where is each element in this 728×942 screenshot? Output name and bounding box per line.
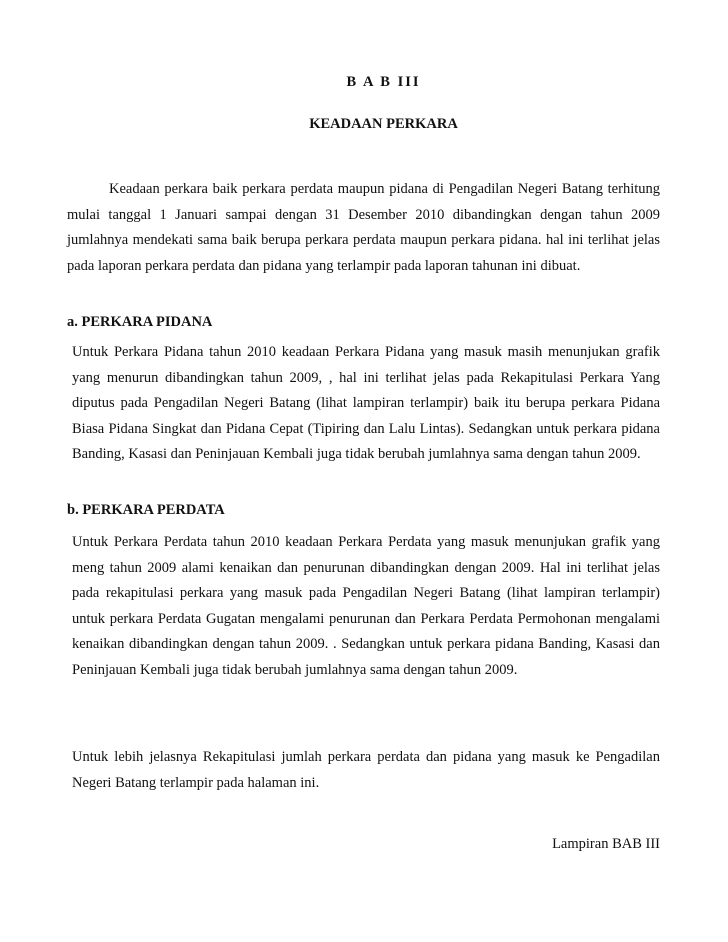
section-body-pidana: Untuk Perkara Pidana tahun 2010 keadaan Perkara Pidana yang masuk masih menunjukan grafik yang menurun dibandingkan tahun 2009, , hal ini terlihat jelas pada Rekapitulasi Perkara Yang diputus pada Pengadilan Negeri Batang (lihat lampiran terlampir) baik itu berupa perkara Pidana Biasa Pidana Singkat dan Pidana Cepat (Tipiring dan Lalu Lintas). Sedangkan untuk perkara pidana Banding, Kasasi dan Peninjauan Kembali juga tidak berubah jumlahnya sama dengan tahun 2009.: [72, 344, 660, 462]
chapter-number: B A B III: [346, 74, 421, 90]
section-heading-perdata: b. PERKARA PERDATA: [67, 502, 225, 518]
chapter-title: KEADAAN PERKARA: [309, 116, 458, 132]
section-heading-pidana: a. PERKARA PIDANA: [67, 314, 213, 330]
closing-paragraph: Untuk lebih jelasnya Rekapitulasi jumlah perkara perdata dan pidana yang masuk ke Pengadilan Negeri Batang terlampir pada halaman ini.: [72, 749, 660, 791]
attachment-note: Lampiran BAB III: [552, 836, 660, 852]
section-body-perdata: Untuk Perkara Perdata tahun 2010 keadaan Perkara Perdata yang masuk menunjukan grafik yang meng tahun 2009 alami kenaikan dan penurunan dibandingkan dengan 2009. Hal ini terlihat jelas pada rekapitulasi perkara yang masuk pada Pengadilan Negeri Batang (lihat lampiran terlampir) untuk perkara Perdata Gugatan mengalami penurunan dan Perkara Perdata Permohonan mengalami kenaikan dibandingkan dengan tahun 2009. . Sedangkan untuk perkara pidana Banding, Kasasi dan Peninjauan Kembali juga tidak berubah jumlahnya sama dengan tahun 2009.: [72, 534, 660, 678]
intro-paragraph: Keadaan perkara baik perkara perdata maupun pidana di Pengadilan Negeri Batang terhitung mulai tanggal 1 Januari sampai dengan 31 Desember 2010 dibandingkan dengan tahun 2009 jumlahnya mendekati sama baik berupa perkara perdata maupun perkara pidana. hal ini terlihat jelas pada laporan perkara perdata dan pidana yang terlampir pada laporan tahunan ini dibuat.: [67, 181, 660, 274]
